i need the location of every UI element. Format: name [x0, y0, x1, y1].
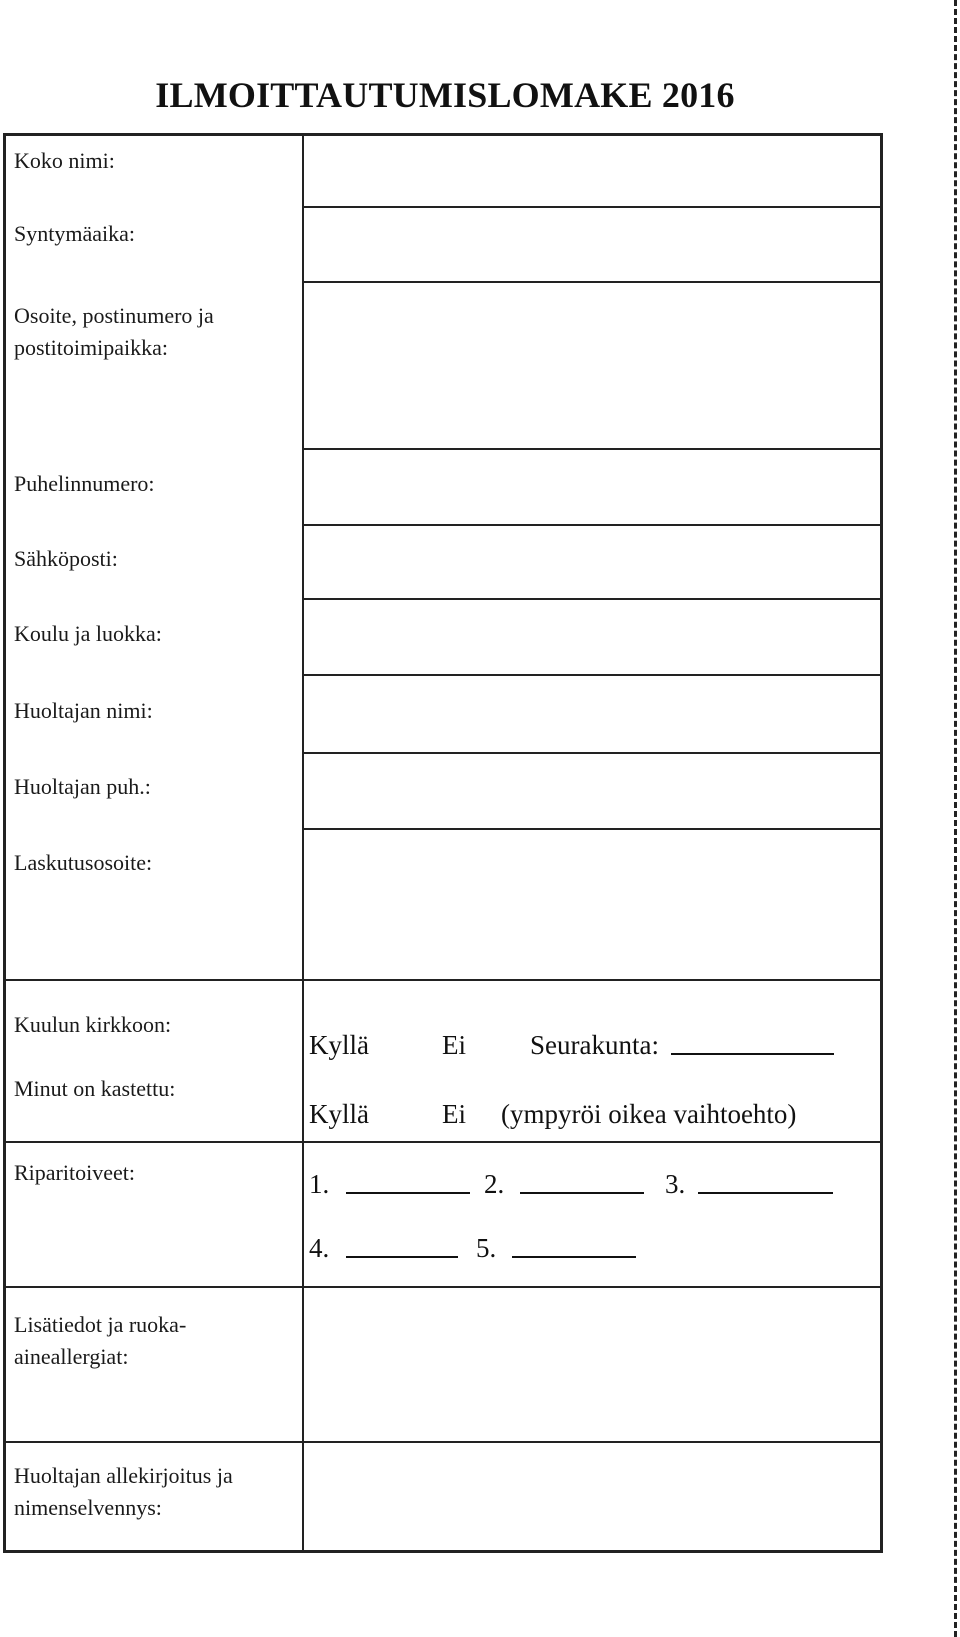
wish-5-blank[interactable] [512, 1232, 636, 1265]
cut-line [954, 0, 957, 1637]
billing-address-field[interactable] [305, 830, 880, 979]
label-church-member: Kuulun kirkkoon: [14, 1012, 172, 1037]
birthdate-field[interactable] [305, 208, 880, 281]
label-phone: Puhelinnumero: [14, 471, 155, 496]
label-guardian-name: Huoltajan nimi: [14, 698, 153, 723]
wish-4-number: 4. [309, 1233, 330, 1263]
label-additional-info: Lisätiedot ja ruoka-aineallergiat: [14, 1312, 187, 1369]
email-field[interactable] [305, 526, 880, 598]
label-email: Sähköposti: [14, 546, 118, 571]
wish-2-blank[interactable] [520, 1168, 644, 1201]
church-no-option[interactable]: Ei [442, 1030, 466, 1060]
label-wishes: Riparitoiveet: [14, 1160, 135, 1185]
guardian-phone-field[interactable] [305, 754, 880, 828]
form-title: ILMOITTAUTUMISLOMAKE 2016 [155, 75, 735, 115]
wish-3-blank[interactable] [698, 1168, 833, 1201]
column-divider [302, 136, 304, 1550]
baptized-no-option[interactable]: Ei [442, 1099, 466, 1129]
wish-2-number: 2. [484, 1169, 505, 1199]
wish-5-number: 5. [476, 1233, 497, 1263]
wish-1-number: 1. [309, 1169, 330, 1199]
wish-4-blank[interactable] [346, 1232, 458, 1265]
phone-field[interactable] [305, 450, 880, 524]
wish-3-number: 3. [665, 1169, 686, 1199]
full-name-field[interactable] [305, 138, 880, 206]
wish-1-blank[interactable] [346, 1168, 470, 1201]
row-divider [6, 1141, 880, 1143]
guardian-name-field[interactable] [305, 676, 880, 752]
guardian-signature-field[interactable] [305, 1443, 880, 1550]
circle-instruction: (ympyröi oikea vaihtoehto) [501, 1099, 797, 1129]
row-divider [6, 979, 880, 981]
registration-form [3, 133, 883, 1553]
parish-blank[interactable] [671, 1029, 834, 1062]
parish-label: Seurakunta: [530, 1030, 659, 1060]
church-yes-option[interactable]: Kyllä [309, 1030, 369, 1060]
label-address: Osoite, postinumero ja postitoimipaikka: [14, 303, 214, 360]
label-birthdate: Syntymäaika: [14, 221, 135, 246]
school-class-field[interactable] [305, 600, 880, 674]
label-billing-address: Laskutusosoite: [14, 850, 153, 875]
address-field[interactable] [305, 283, 880, 448]
baptized-yes-option[interactable]: Kyllä [309, 1099, 369, 1129]
label-full-name: Koko nimi: [14, 148, 115, 173]
label-guardian-phone: Huoltajan puh.: [14, 774, 151, 799]
label-baptized: Minut on kastettu: [14, 1076, 176, 1101]
label-school-class: Koulu ja luokka: [14, 621, 162, 646]
label-guardian-signature: Huoltajan allekirjoitus ja nimenselvennys: [14, 1463, 233, 1520]
additional-info-field[interactable] [305, 1288, 880, 1441]
